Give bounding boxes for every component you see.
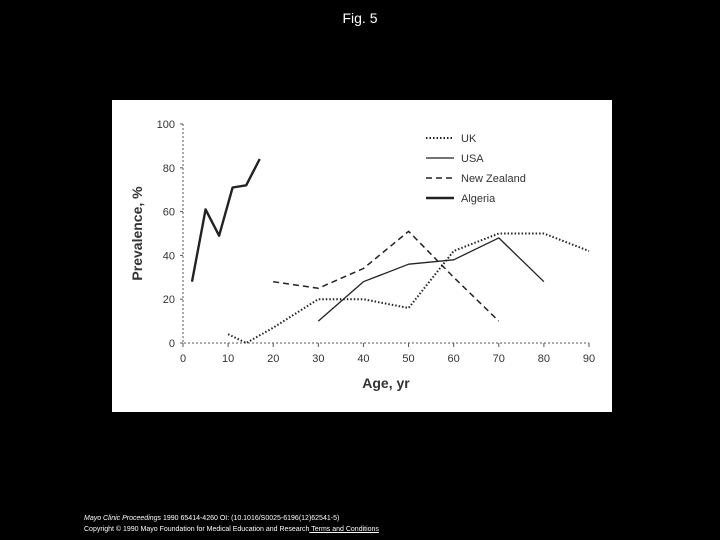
terms-link[interactable]: Terms and Conditions [309,526,379,533]
copyright-text: Copyright © 1990 Mayo Foundation for Medical Education and Research [84,526,310,533]
x-tick-label: 30 [312,353,325,365]
slide-title: Fig. 5 [342,10,378,26]
journal-name: Mayo Clinic Proceedings [84,515,162,522]
legend-label-usa: USA [461,153,484,165]
prevalence-chart [112,100,612,412]
citation-text: 1990 65414-4260 OI: (10.1016/S0025-6196(12)62541-5) [161,515,340,522]
copyright-line [84,524,379,535]
x-tick-label: 80 [537,353,551,365]
x-axis-label: Age, yr [362,375,410,391]
y-tick-label: 60 [162,206,175,219]
y-tick-label: 80 [162,162,175,175]
series-line-new-zealand [273,231,499,321]
citation-line [84,513,379,524]
series-line-uk [228,234,589,344]
x-tick-label: 50 [402,353,415,365]
y-tick-label: 0 [168,338,175,350]
legend-label-new-zealand: New Zealand [461,173,526,185]
x-tick-label: 90 [582,353,596,365]
x-tick-label: 20 [267,353,280,365]
y-tick-label: 20 [162,294,175,307]
legend-label-algeria: Algeria [461,193,496,205]
figure-panel [112,100,612,412]
series-line-algeria [192,159,260,282]
y-axis-label: Prevalence, % [129,186,145,281]
y-tick-label: 100 [156,119,175,131]
footer [84,513,379,535]
x-tick-label: 10 [221,353,235,365]
x-tick-label: 70 [492,353,505,365]
x-tick-label: 0 [179,353,187,365]
x-tick-label: 60 [447,353,460,365]
x-tick-label: 40 [357,353,370,365]
y-tick-label: 40 [162,250,175,263]
legend-label-uk: UK [461,133,477,145]
